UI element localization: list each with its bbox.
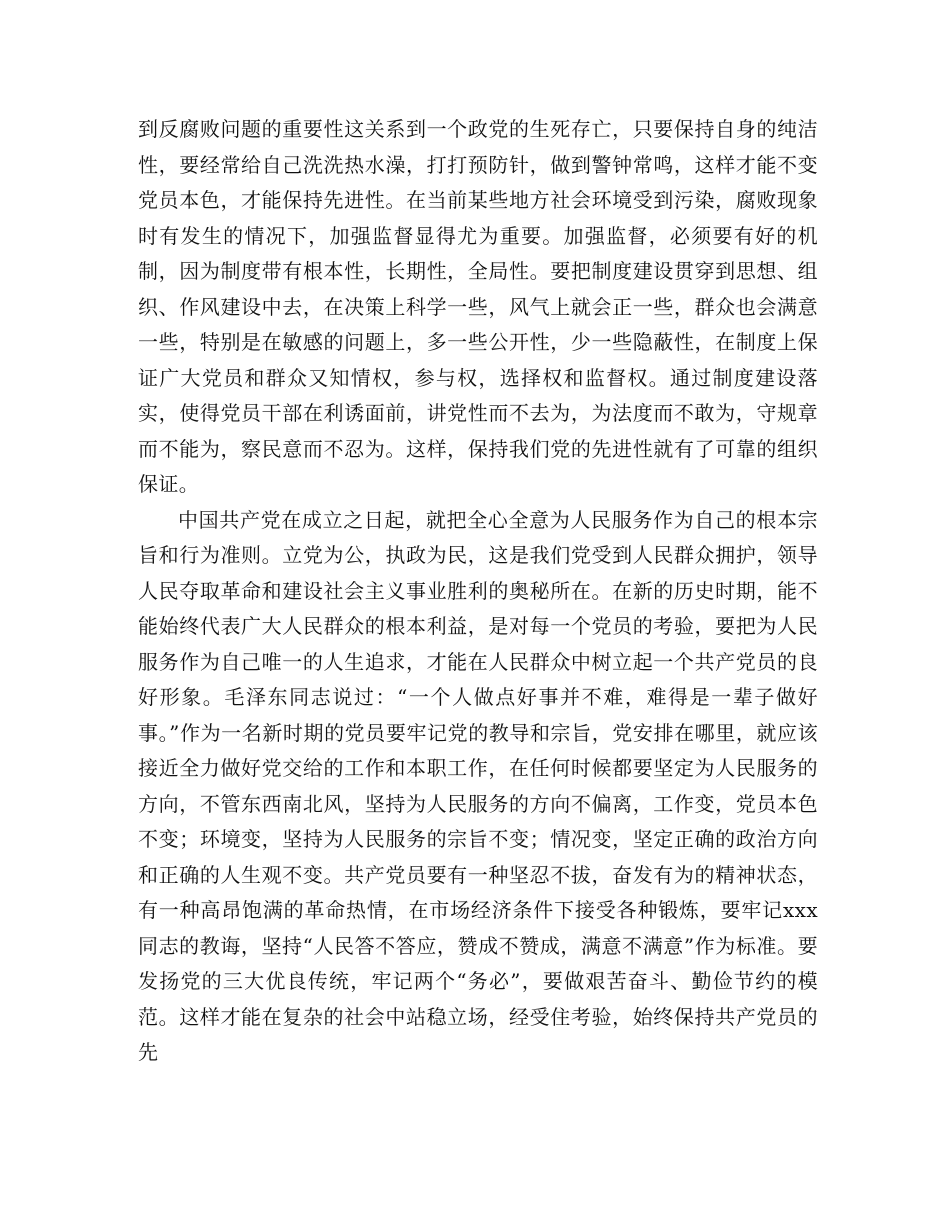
paragraph-continuation: 到反腐败问题的重要性这关系到一个政党的生死存亡，只要保持自身的纯洁性，要经常给自己洗洗热水澡，打打预防针，做到警钟常鸣，这样才能不变党员本色，才能保持先进性。在当前某些地方社会环境受到污染，腐败现象时有发生的情况下，加强监督显得尤为重要。加强监督，必须要有好的机制，因为制度带有根本性，长期性，全局性。要把制度建设贯穿到思想、组织、作风建设中去，在决策上科学一些，风气上就会正一些，群众也会满意一些，特别是在敏感的问题上，多一些公开性，少一些隐蔽性，在制度上保证广大党员和群众又知情权，参与权，选择权和监督权。通过制度建设落实，使得党员干部在利诱面前，讲党性而不去为，为法度而不敢为，守规章而不能为，察民意而不忍为。这样，保持我们党的先进性就有了可靠的组织保证。 — [138, 117, 818, 496]
paragraph-party-service: 中国共产党在成立之日起，就把全心全意为人民服务作为自己的根本宗旨和行为准则。立党为公，执政为民，这是我们党受到人民群众拥护，领导人民夺取革命和建设社会主义事业胜利的奥秘所在。在新的历史时期，能不能始终代表广大人民群众的根本利益，是对每一个党员的考验，要把为人民服务作为自己唯一的人生追求，才能在人民群众中树立起一个共产党员的良好形象。毛泽东同志说过：“一个人做点好事并不难，难得是一辈子做好事。”作为一名新时期的党员要牢记党的教导和宗旨，党安排在哪里，就应该接近全力做好党交给的工作和本职工作，在任何时候都要坚定为人民服务的方向，不管东西南北风，坚持为人民服务的方向不偏离，工作变，党员本色不变；环境变，坚持为人民服务的宗旨不变；情况变，坚定正确的政治方向和正确的人生观不变。共产党员要有一种坚忍不拔，奋发有为的精神状态，有一种高昂饱满的革命热情，在市场经济条件下接受各种锻炼，要牢记xxx同志的教诲，坚持“人民答不答应，赞成不赞成，满意不满意”作为标准。要发扬党的三大优良传统，牢记两个“务必”，要做艰苦奋斗、勤俭节约的模范。这样才能在复杂的社会中站稳立场，经受住考验，始终保持共产党员的先 — [138, 507, 818, 1064]
document-body — [138, 112, 818, 1071]
